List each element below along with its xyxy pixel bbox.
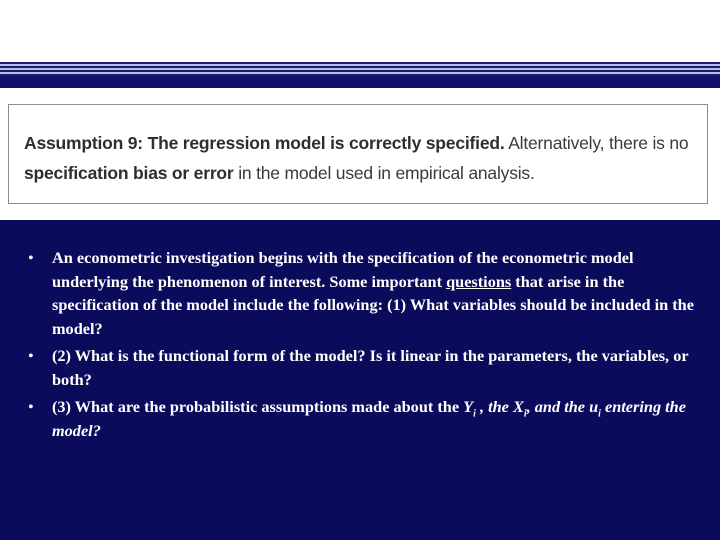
assumption-rest-line1: Alternatively, there is no — [504, 133, 689, 153]
bullet-1-underlined-word: questions — [446, 271, 512, 291]
var-u: u — [589, 397, 599, 416]
assumption-bold-line2: specification bias or error — [24, 163, 234, 183]
bullet-item-3 — [28, 395, 708, 442]
bullet-1-text-a: An econometric investigation begins with the specification of the econometric model underlying the phenomenon of interest. Some important — [52, 248, 634, 291]
var-x: X — [512, 397, 524, 416]
var-y: Y — [463, 397, 474, 416]
bullet-item-2 — [28, 344, 708, 391]
assumption-label: Assumption 9: — [24, 133, 143, 153]
sep-2: , and the — [526, 397, 590, 416]
bullet-item-1 — [28, 246, 708, 340]
bullet-3-text-a: (3) What are the probabilistic assumptions made about the — [52, 397, 464, 416]
top-white-band — [0, 0, 720, 62]
bullet-3-text-b: entering the model? — [52, 397, 686, 440]
bullet-list — [28, 246, 708, 446]
assumption-rest-line2: in the model used in empirical analysis. — [233, 163, 535, 183]
assumption-statement: The regression model is correctly specified. — [147, 133, 505, 153]
sep-1: , the — [475, 397, 513, 416]
var-x-sub: i — [523, 408, 527, 420]
bullet-2-text: (2) What is the functional form of the model? Is it linear in the parameters, the variables, or both? — [52, 346, 689, 389]
decorative-stripe-bar — [0, 76, 720, 88]
bullet-1-text-b: that arise in the specification of the model include the following: (1) What variables should be included in the model? — [52, 271, 694, 338]
assumption-text — [24, 128, 694, 188]
var-u-sub: i — [598, 408, 601, 420]
var-y-sub: i — [473, 408, 476, 420]
